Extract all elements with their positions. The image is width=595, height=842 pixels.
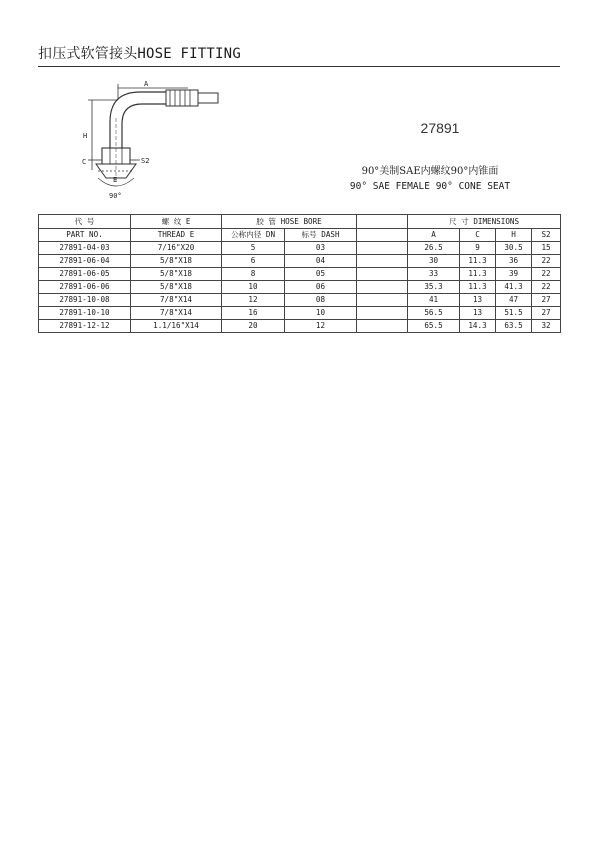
cell-part: 27891-06-04 [39, 255, 131, 268]
label-angle: 90° [109, 192, 122, 200]
cell-h: 30.5 [496, 242, 532, 255]
fitting-drawing [78, 78, 228, 203]
cell-dn: 16 [222, 307, 285, 320]
cell-c: 13 [460, 294, 496, 307]
table-row [39, 320, 561, 333]
table-row [39, 268, 561, 281]
cell-c: 13 [460, 307, 496, 320]
cell-dash: 10 [285, 307, 357, 320]
label-c: C [82, 158, 87, 166]
header-divider [38, 66, 560, 67]
cell-h: 36 [496, 255, 532, 268]
cell-c: 11.3 [460, 255, 496, 268]
header-dn: 公称内径 DN [222, 229, 285, 242]
header-dim-a: A [408, 229, 460, 242]
cell-h: 47 [496, 294, 532, 307]
cell-thread: 5/8"X18 [131, 255, 222, 268]
cell-dn: 12 [222, 294, 285, 307]
header-spacer [357, 229, 408, 242]
cell-s2: 22 [532, 255, 561, 268]
label-s2: S2 [141, 157, 150, 165]
header-thread-en: THREAD E [131, 229, 222, 242]
cell-part: 27891-06-05 [39, 268, 131, 281]
header-dim-h: H [496, 229, 532, 242]
header-dimensions-cn: 尺 寸 DIMENSIONS [408, 215, 561, 229]
cell-spacer [357, 268, 408, 281]
header-spacer [357, 215, 408, 229]
cell-c: 11.3 [460, 268, 496, 281]
cell-spacer [357, 294, 408, 307]
specifications-table [38, 214, 561, 333]
table-row [39, 281, 561, 294]
cell-spacer [357, 255, 408, 268]
cell-part: 27891-06-06 [39, 281, 131, 294]
cell-dash: 04 [285, 255, 357, 268]
description-chinese: 90°美制SAE内螺纹90°内锥面 [361, 166, 499, 177]
cell-dn: 6 [222, 255, 285, 268]
cell-a: 35.3 [408, 281, 460, 294]
cell-dn: 5 [222, 242, 285, 255]
cell-s2: 22 [532, 268, 561, 281]
table-row [39, 255, 561, 268]
cell-h: 39 [496, 268, 532, 281]
cell-thread: 5/8"X18 [131, 281, 222, 294]
page-title: 扣压式软管接头HOSE FITTING [38, 46, 241, 62]
cell-spacer [357, 307, 408, 320]
cell-dn: 20 [222, 320, 285, 333]
cell-a: 26.5 [408, 242, 460, 255]
cell-part: 27891-12-12 [39, 320, 131, 333]
cell-spacer [357, 242, 408, 255]
cell-thread: 7/16"X20 [131, 242, 222, 255]
cell-thread: 7/8"X14 [131, 294, 222, 307]
elbow-inner [122, 104, 188, 148]
cell-spacer [357, 320, 408, 333]
cell-part: 27891-10-08 [39, 294, 131, 307]
label-h: H [83, 132, 88, 140]
label-e: E [113, 176, 118, 184]
cell-h: 51.5 [496, 307, 532, 320]
table-row [39, 294, 561, 307]
cell-dash: 03 [285, 242, 357, 255]
label-a: A [144, 80, 149, 88]
part-code: 27891 [420, 120, 460, 136]
cell-dash: 05 [285, 268, 357, 281]
cell-s2: 27 [532, 294, 561, 307]
cell-spacer [357, 281, 408, 294]
cell-a: 30 [408, 255, 460, 268]
table-header-row-1 [39, 215, 561, 229]
table-header-row-2 [39, 229, 561, 242]
header-hose-cn: 胶 管 HOSE BORE [222, 215, 357, 229]
cell-a: 33 [408, 268, 460, 281]
header-part-en: PART NO. [39, 229, 131, 242]
header-dash: 标号 DASH [285, 229, 357, 242]
cell-dn: 10 [222, 281, 285, 294]
description-english: 90° SAE FEMALE 90° CONE SEAT [349, 181, 511, 192]
cell-dash: 12 [285, 320, 357, 333]
cell-s2: 22 [532, 281, 561, 294]
header-dim-c: C [460, 229, 496, 242]
cell-a: 41 [408, 294, 460, 307]
cell-a: 56.5 [408, 307, 460, 320]
cell-s2: 15 [532, 242, 561, 255]
header-dim-s2: S2 [532, 229, 561, 242]
socket [166, 90, 198, 106]
cell-part: 27891-10-10 [39, 307, 131, 320]
cell-dash: 06 [285, 281, 357, 294]
cell-c: 9 [460, 242, 496, 255]
cell-c: 11.3 [460, 281, 496, 294]
cell-c: 14.3 [460, 320, 496, 333]
cell-s2: 32 [532, 320, 561, 333]
cell-thread: 5/8"X18 [131, 268, 222, 281]
cell-a: 65.5 [408, 320, 460, 333]
cell-thread: 7/8"X14 [131, 307, 222, 320]
header-part-cn: 代 号 [39, 215, 131, 229]
cell-s2: 27 [532, 307, 561, 320]
table-row [39, 242, 561, 255]
header-thread-cn: 螺 纹 E [131, 215, 222, 229]
table-row [39, 307, 561, 320]
cell-dash: 08 [285, 294, 357, 307]
cell-h: 63.5 [496, 320, 532, 333]
cell-part: 27891-04-03 [39, 242, 131, 255]
cell-h: 41.3 [496, 281, 532, 294]
cell-thread: 1.1/16"X14 [131, 320, 222, 333]
cell-dn: 8 [222, 268, 285, 281]
